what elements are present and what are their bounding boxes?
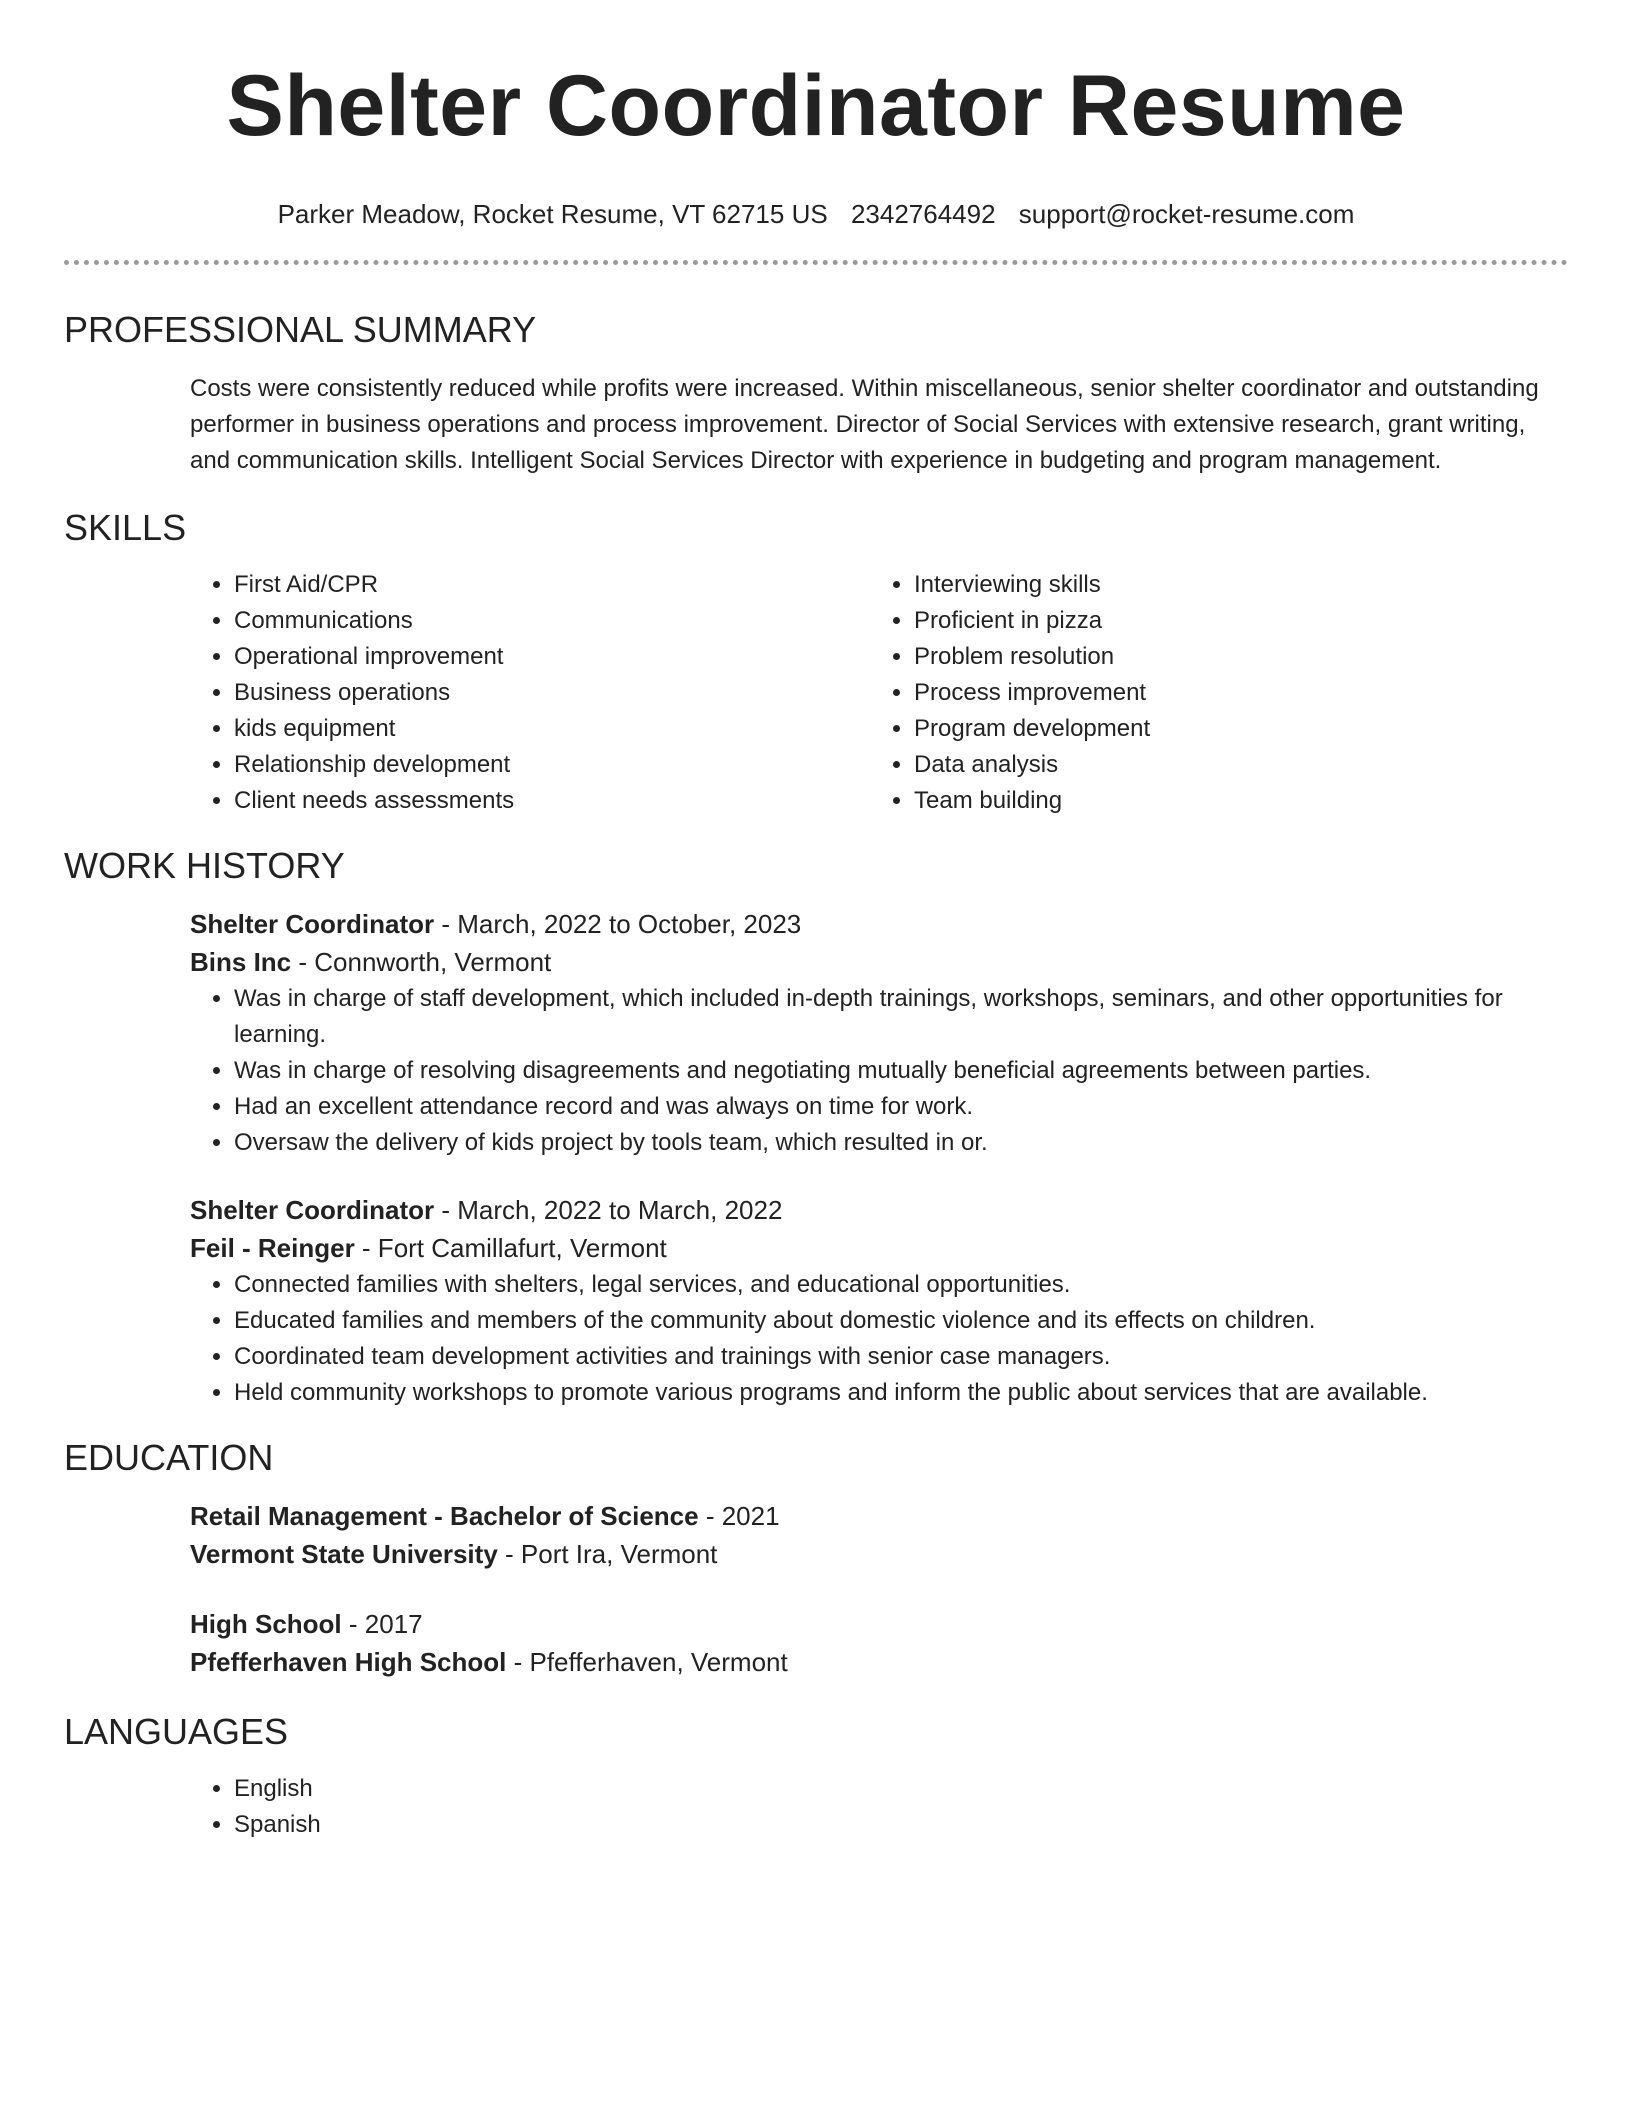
job-location: - Fort Camillafurt, Vermont <box>354 1233 667 1263</box>
job-entry <box>190 1191 1568 1411</box>
header-divider <box>64 260 1568 265</box>
education-school: Vermont State University <box>190 1539 498 1569</box>
education-location: - Pfefferhaven, Vermont <box>506 1647 788 1677</box>
job-company-line <box>190 1229 1568 1267</box>
work-heading: WORK HISTORY <box>64 845 345 886</box>
languages-list <box>190 1771 1568 1843</box>
job-dates: - March, 2022 to March, 2022 <box>434 1195 783 1225</box>
language-item: • English <box>234 1771 1568 1807</box>
skill-item: • Interviewing skills <box>914 567 1550 603</box>
job-company: Feil - Reinger <box>190 1233 355 1263</box>
education-degree-line <box>190 1605 1568 1643</box>
skill-item: • kids equipment <box>234 711 870 747</box>
job-duties <box>190 981 1568 1161</box>
job-title: Shelter Coordinator <box>190 909 435 939</box>
skill-item: • Data analysis <box>914 747 1550 783</box>
skills-heading: SKILLS <box>64 507 187 548</box>
education-school-line <box>190 1643 1568 1681</box>
summary-text: Costs were consistently reduced while profits were increased. Within miscellaneous, senior shelter coordinator and outstanding performer in business operations and process improvement. Director of Social Services with extensive research, grant writing, and communication skills. Intelligent Social Services Director with experience in budgeting and program management. <box>190 375 1539 474</box>
job-duty: • Educated families and members of the community about domestic violence and its effects on children. <box>234 1303 1568 1339</box>
education-degree-line <box>190 1497 1568 1535</box>
education-school-line <box>190 1535 1568 1573</box>
job-duty: • Held community workshops to promote various programs and inform the public about services that are available. <box>234 1375 1568 1411</box>
education-year: - 2017 <box>341 1609 423 1639</box>
skills-list <box>190 567 1568 819</box>
skill-item: • Client needs assessments <box>234 783 870 819</box>
contact-address: Parker Meadow, Rocket Resume, VT 62715 US <box>277 199 828 229</box>
skill-item: • Relationship development <box>234 747 870 783</box>
education-degree: High School <box>190 1609 342 1639</box>
job-location: - Connworth, Vermont <box>291 947 552 977</box>
education-entry <box>190 1605 1568 1681</box>
education-entry <box>190 1497 1568 1573</box>
job-dates: - March, 2022 to October, 2023 <box>434 909 802 939</box>
skill-item: • First Aid/CPR <box>234 567 870 603</box>
contact-phone: 2342764492 <box>850 199 996 229</box>
job-duty: • Coordinated team development activities and trainings with senior case managers. <box>234 1339 1568 1375</box>
education-heading: EDUCATION <box>64 1437 274 1478</box>
job-title: Shelter Coordinator <box>190 1195 435 1225</box>
skill-item: • Team building <box>914 783 1550 819</box>
contact-line <box>64 198 1568 230</box>
education-school: Pfefferhaven High School <box>190 1647 507 1677</box>
job-company-line <box>190 943 1568 981</box>
education-location: - Port Ira, Vermont <box>497 1539 718 1569</box>
skill-item: • Problem resolution <box>914 639 1550 675</box>
skill-item: • Program development <box>914 711 1550 747</box>
job-company: Bins Inc <box>190 947 292 977</box>
skill-item: • Operational improvement <box>234 639 870 675</box>
skills-column-right <box>870 567 1550 819</box>
contact-email: support@rocket-resume.com <box>1018 199 1355 229</box>
job-title-line <box>190 905 1568 943</box>
job-duty: • Had an excellent attendance record and was always on time for work. <box>234 1089 1568 1125</box>
summary-heading: PROFESSIONAL SUMMARY <box>64 309 537 350</box>
languages-heading: LANGUAGES <box>64 1711 289 1752</box>
job-duty: • Oversaw the delivery of kids project by tools team, which resulted in or. <box>234 1125 1568 1161</box>
job-title-line <box>190 1191 1568 1229</box>
job-duties <box>190 1267 1568 1411</box>
skill-item: • Business operations <box>234 675 870 711</box>
education-degree: Retail Management - Bachelor of Science <box>190 1501 699 1531</box>
resume-title: Shelter Coordinator Resume <box>226 58 1406 154</box>
skill-item: • Communications <box>234 603 870 639</box>
skill-item: • Proficient in pizza <box>914 603 1550 639</box>
job-entry <box>190 905 1568 1161</box>
job-duty: • Connected families with shelters, legal services, and educational opportunities. <box>234 1267 1568 1303</box>
education-year: - 2021 <box>698 1501 780 1531</box>
skill-item: • Process improvement <box>914 675 1550 711</box>
job-duty: • Was in charge of staff development, which included in-depth trainings, workshops, seminars, and other opportunities for learning. <box>234 981 1568 1053</box>
skills-column-left <box>190 567 870 819</box>
language-item: • Spanish <box>234 1807 1568 1843</box>
job-duty: • Was in charge of resolving disagreements and negotiating mutually beneficial agreements between parties. <box>234 1053 1568 1089</box>
